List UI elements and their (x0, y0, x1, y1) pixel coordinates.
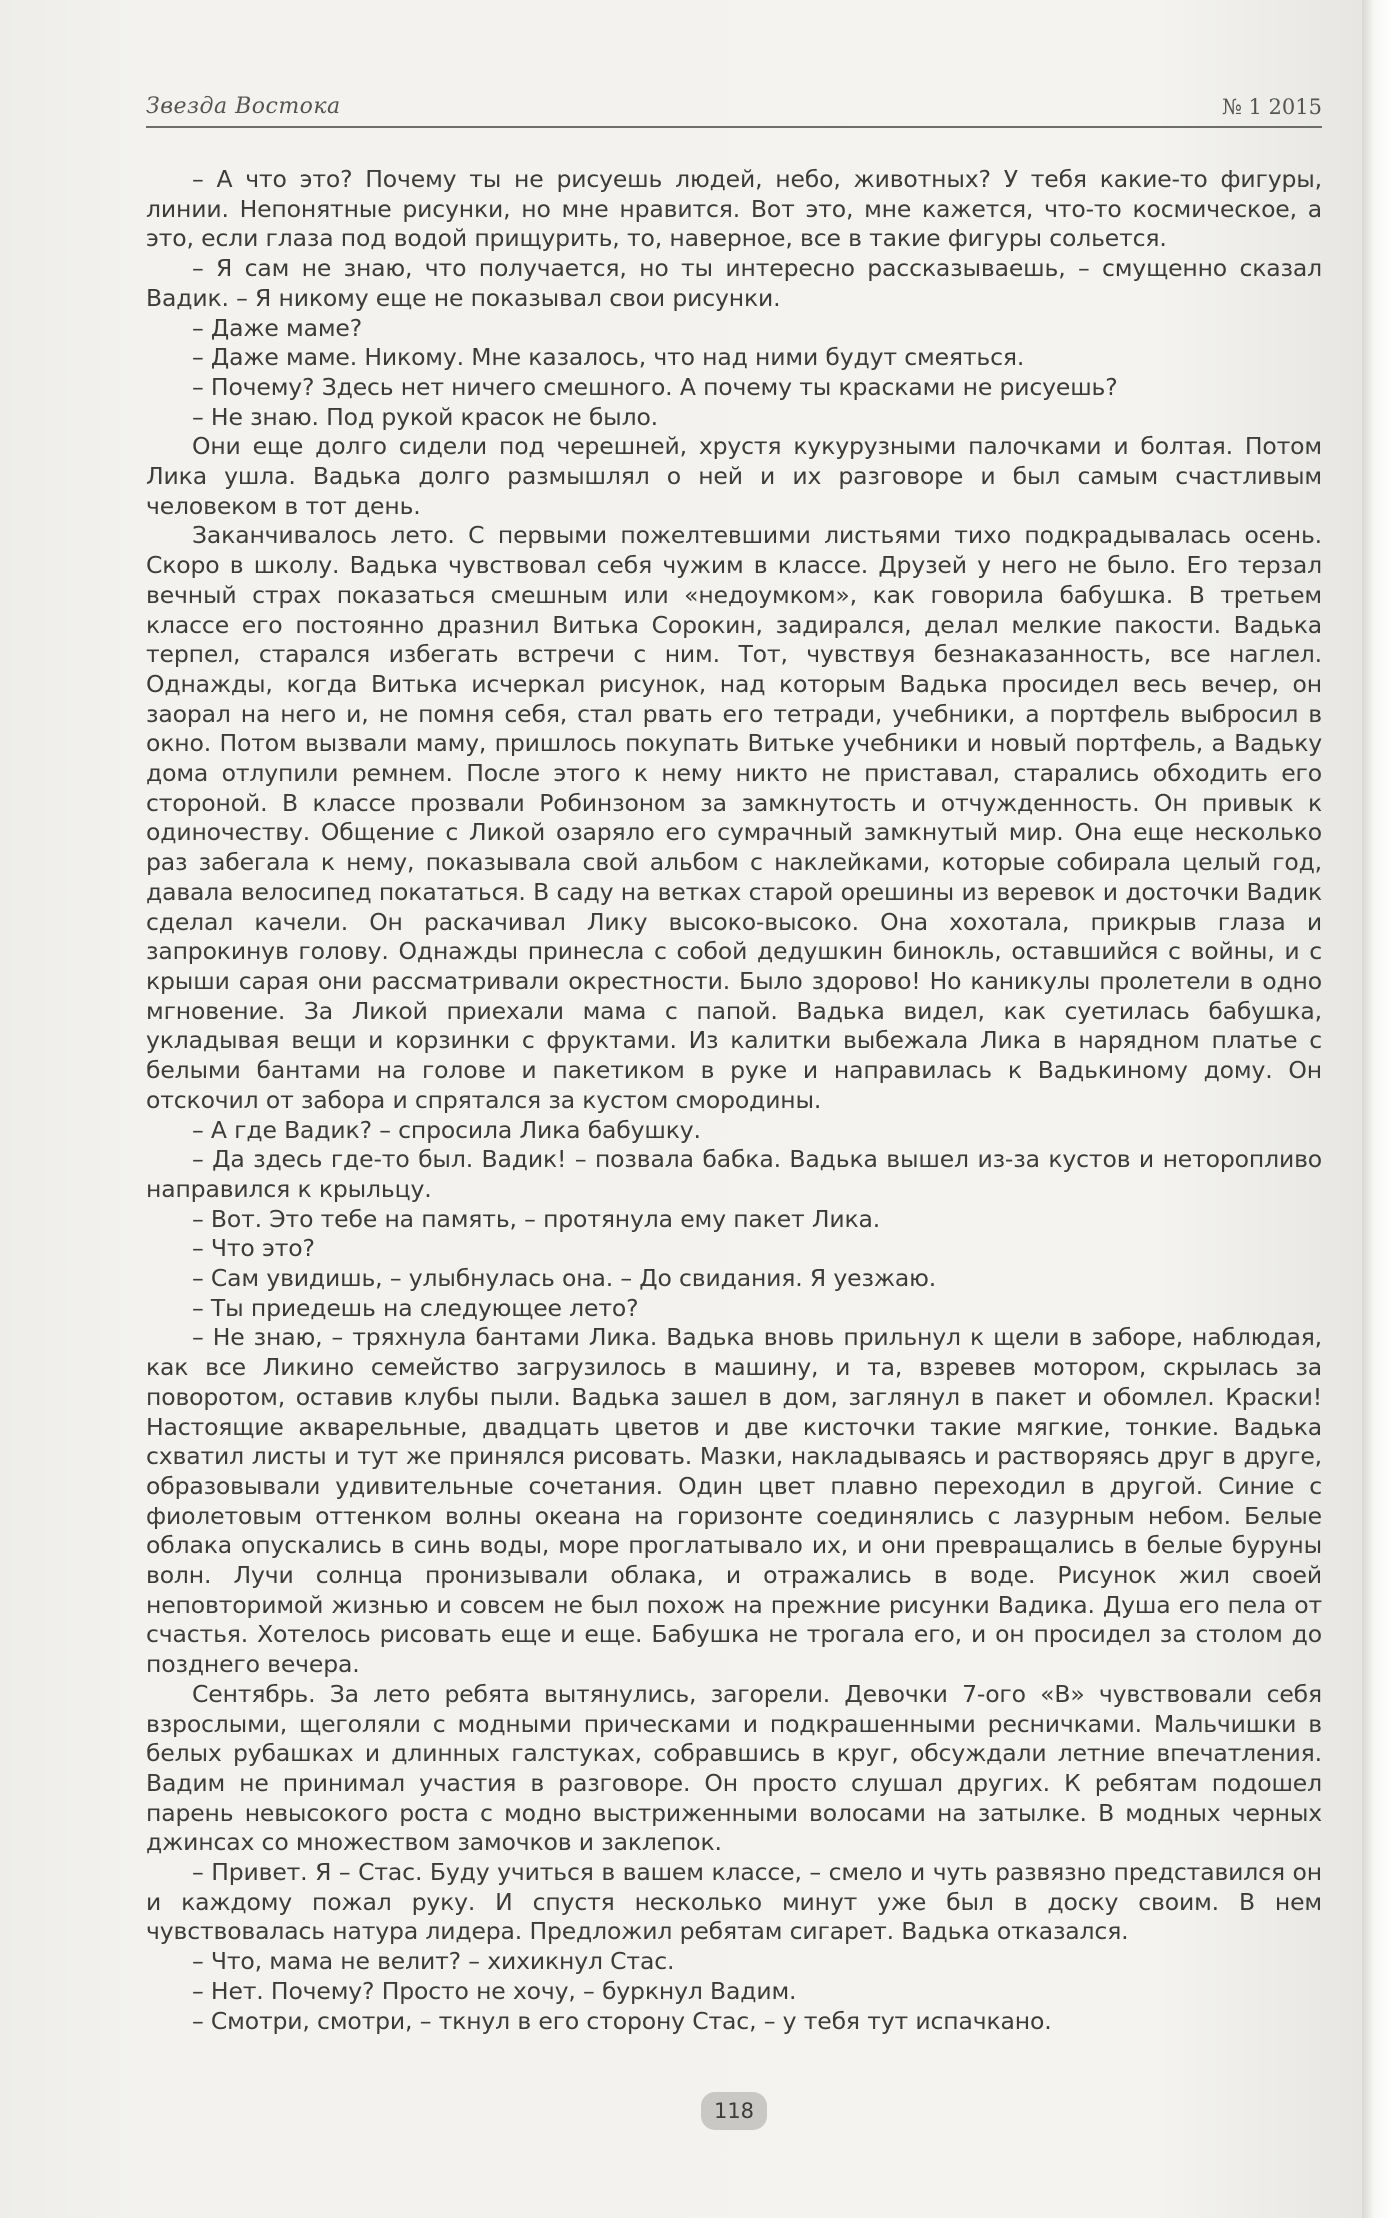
paragraph: – Вот. Это тебе на память, – протянула ему пакет Лика. (192, 1204, 881, 1233)
paragraph: – Не знаю. Под рукой красок не было. (192, 402, 658, 431)
journal-title: Звезда Востока (146, 94, 341, 119)
issue-number: № 1 2015 (1221, 95, 1322, 119)
paragraph: Заканчивалось лето. С первыми пожелтевшими листьями тихо подкрадывалась осень. Скоро в школу. Вадька чувствовал себя чужим в классе. Друзей у него не было. Его терзал вечный страх показаться смешным или «недоумком», как говорила бабушка. В третьем классе его постоянно дразнил Витька Сорокин, задирался, делал мелкие пакости. Вадька терпел, старался избегать встречи с ним. Тот, чувствуя безнаказанность, все наглел. Однажды, когда Витька исчеркал рисунок, над которым Вадька просидел весь вечер, он заорал на него и, не помня себя, стал рвать его тетради, учебники, а портфель выбросил в окно. Потом вызвали маму, пришлось покупать Витьке учебники и новый портфель, а Вадьку дома отлупили ремнем. После этого к нему никто не приставал, старались обходить его стороной. В классе прозвали Робинзоном за замкнутость и отчужденность. Он привык к одиночеству. Общение с Ликой озаряло его сумрачный замкнутый мир. Она еще несколько раз забегала к нему, показывала свой альбом с наклейками, которые собирала целый год, давала велосипед покататься. В саду на ветках старой орешины из веревок и досточки Вадик сделал качели. Он раскачивал Лику высоко-высоко. Она хохотала, прикрыв глаза и запрокинув голову. Однажды принесла с собой дедушкин бинокль, оставшийся с войны, и с крыши сарая они рассматривали окрестности. Было здорово! Но каникулы пролетели в одно мгновение. За Ликой приехали мама с папой. Вадька видел, как суетилась бабушка, укладывая вещи и корзинки с фруктами. Из калитки выбежала Лика в нарядном платье с белыми бантами на голове и пакетиком в руке и направилась к Вадькиному дому. Он отскочил от забора и спрятался за кустом смородины. (146, 521, 1322, 1114)
paragraph: – Почему? Здесь нет ничего смешного. А почему ты красками не рисуешь? (192, 372, 1118, 401)
book-spine-edge (1362, 0, 1393, 2218)
paragraph: – Ты приедешь на следующее лето? (192, 1293, 639, 1322)
paragraph: – Привет. Я – Стас. Буду учиться в вашем классе, – смело и чуть развязно представился он и каждому пожал руку. И спустя несколько минут уже был в доску своим. В нем чувствовалась натура лидера. Предложил ребятам сигарет. Вадька отказался. (146, 1858, 1322, 1946)
paragraph: – Даже маме? (192, 313, 363, 342)
article-body (146, 165, 1322, 2036)
paragraph: – Даже маме. Никому. Мне казалось, что над ними будут смеяться. (192, 343, 1025, 372)
running-header (146, 86, 1322, 128)
paragraph: – А где Вадик? – спросила Лика бабушку. (192, 1115, 701, 1144)
paragraph: – Не знаю, – тряхнула бантами Лика. Вадька вновь прильнул к щели в заборе, наблюдая, как все Ликино семейство загрузилось в машину, и та, взревев мотором, скрылась за поворотом, оставив клубы пыли. Вадька зашел в дом, заглянул в пакет и обомлел. Краски! Настоящие акварельные, двадцать цветов и две кисточки такие мягкие, тонкие. Вадька схватил листы и тут же принялся рисовать. Мазки, накладываясь и растворяясь друг в друге, образовывали удивительные сочетания. Один цвет плавно переходил в другой. Синие с фиолетовым оттенком волны океана на горизонте соединялись с лазурным небом. Белые облака опускались в синь воды, море проглатывало их, и они превращались в белые буруны волн. Лучи солнца пронизывали облака, и отражались в воде. Рисунок жил своей неповторимой жизнью и совсем не был похож на прежние рисунки Вадика. Душа его пела от счастья. Хотелось рисовать еще и еще. Бабушка не трогала его, и он просидел за столом до позднего вечера. (146, 1323, 1322, 1679)
page-number: 118 (701, 2092, 767, 2130)
paragraph: – А что это? Почему ты не рисуешь людей, небо, животных? У тебя какие-то фигуры, линии. Непонятные рисунки, но мне нравится. Вот это, мне кажется, что-то космическое, а это, если глаза под водой прищурить, то, наверное, все в такие фигуры сольется. (146, 165, 1322, 253)
paragraph: Они еще долго сидели под черешней, хрустя кукурузными палочками и болтая. Потом Лика ушла. Вадька долго размышлял о ней и их разговоре и был самым счастливым человеком в тот день. (146, 432, 1322, 520)
paragraph: – Нет. Почему? Просто не хочу, – буркнул Вадим. (192, 1976, 797, 2005)
paragraph: – Что, мама не велит? – хихикнул Стас. (192, 1947, 675, 1976)
paragraph: Сентябрь. За лето ребята вытянулись, загорели. Девочки 7-ого «В» чувствовали себя взрослыми, щеголяли с модными прическами и подкрашенными ресничками. Мальчишки в белых рубашках и длинных галстуках, собравшись в круг, обсуждали летние впечатления. Вадим не принимал участия в разговоре. Он просто слушал других. К ребятам подошел парень невысокого роста с модно выстриженными волосами на затылке. В модных черных джинсах со множеством замочков и заклепок. (146, 1679, 1322, 1857)
paragraph: – Я сам не знаю, что получается, но ты интересно рассказываешь, – смущенно сказал Вадик. – Я никому еще не показывал свои рисунки. (146, 254, 1322, 312)
paragraph: – Что это? (192, 1234, 315, 1263)
paragraph: – Да здесь где-то был. Вадик! – позвала бабка. Вадька вышел из-за кустов и неторопливо направился к крыльцу. (146, 1145, 1322, 1203)
paragraph: – Сам увидишь, – улыбнулась она. – До свидания. Я уезжаю. (192, 1264, 937, 1293)
paragraph: – Смотри, смотри, – ткнул в его сторону Стас, – у тебя тут испачкано. (192, 2006, 1052, 2035)
